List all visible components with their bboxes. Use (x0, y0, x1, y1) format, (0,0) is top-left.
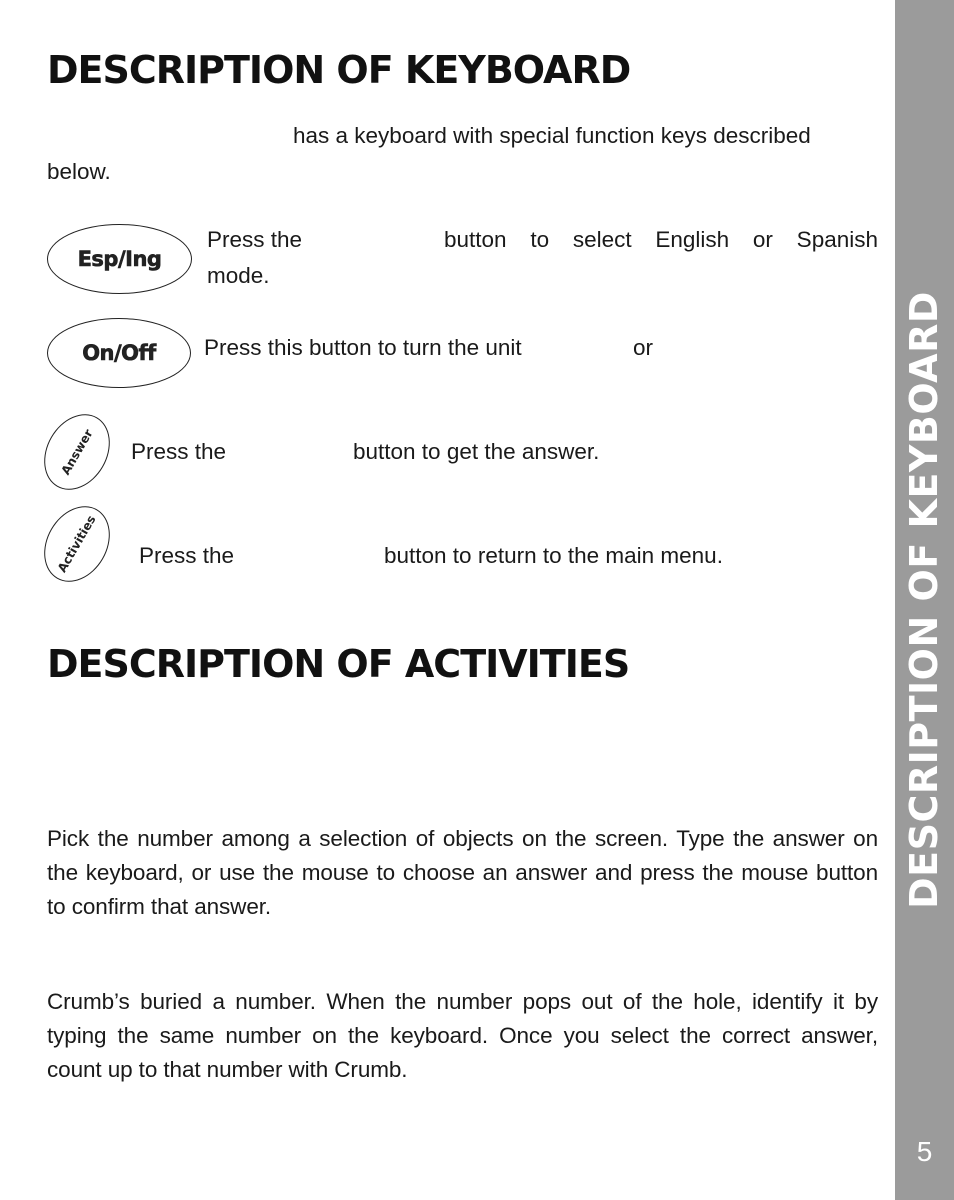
activities-description: Press the (139, 543, 235, 568)
intro-text: has a keyboard with special function keys described (293, 123, 811, 148)
on-off-key-label: On/Off (82, 341, 156, 365)
on-off-description-2: or (633, 335, 654, 360)
answer-key (31, 402, 123, 501)
activities-key-label: Activities (55, 513, 99, 575)
page-title: DESCRIPTION OF KEYBOARD (47, 48, 631, 92)
esp-ing-description-2: button to select English or Spanish (444, 227, 878, 252)
activity-paragraph-1: Pick the number among a selection of objects on the screen. Type the answer on the keyboard, or use the mouse to choose an answer and press the mouse button to confirm that answer. (47, 826, 878, 919)
activities-key (31, 494, 123, 593)
esp-ing-key (47, 224, 192, 294)
answer-key-label: Answer (58, 426, 96, 478)
esp-ing-description: Press the (207, 227, 303, 252)
answer-description-2: button to get the answer. (353, 439, 600, 464)
activity-paragraph-2: Crumb’s buried a number. When the number pops out of the hole, identify it by typing the same number on the keyboard. Once you select the correct answer, count up to that number with Crumb. (47, 989, 878, 1082)
intro-text-continued: below. (47, 159, 111, 184)
answer-description: Press the (131, 439, 227, 464)
activities-heading: DESCRIPTION OF ACTIVITIES (47, 642, 630, 686)
esp-ing-description-3: mode. (207, 263, 270, 288)
activities-description-2: button to return to the main menu. (384, 543, 723, 568)
on-off-key (47, 318, 191, 388)
esp-ing-key-label: Esp/Ing (77, 247, 162, 271)
page-number: 5 (916, 1136, 933, 1167)
sidebar-title: DESCRIPTION OF KEYBOARD (902, 291, 946, 909)
on-off-description: Press this button to turn the unit (204, 335, 522, 360)
